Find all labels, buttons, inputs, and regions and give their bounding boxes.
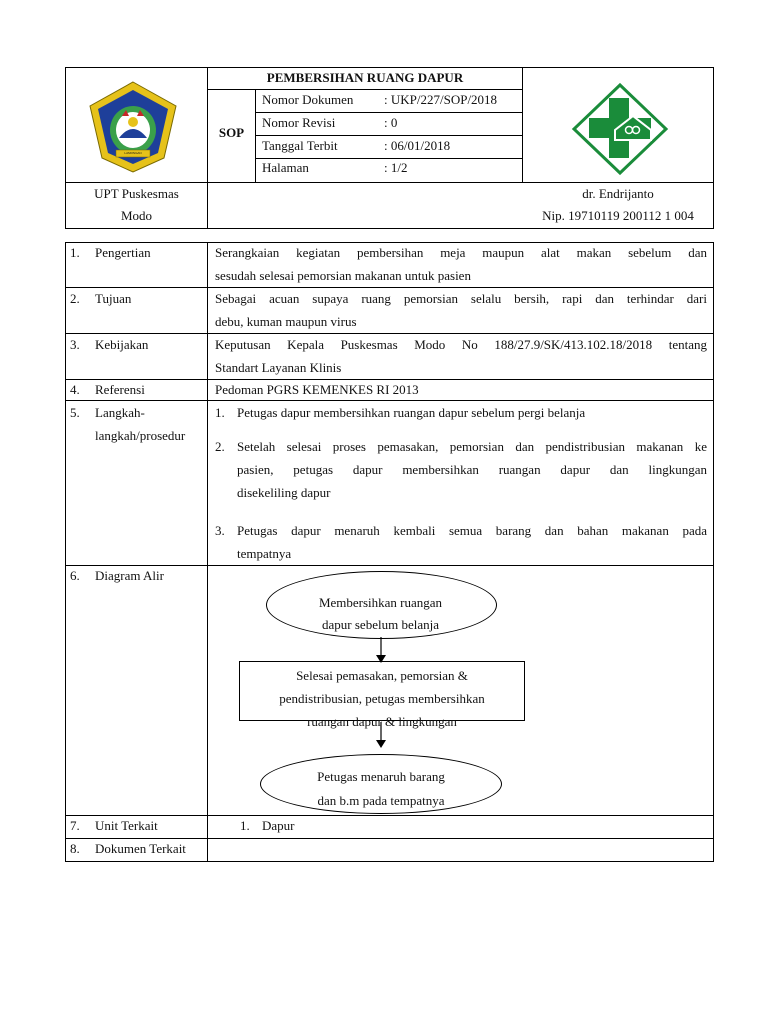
step-text-line: Setelah selesai proses pemasakan, pemorsian dan pendistribusian makanan ke [237, 439, 707, 454]
row-text-line: Pedoman PGRS KEMENKES RI 2013 [215, 382, 419, 397]
meta-label-doc-number: Nomor Dokumen [262, 92, 354, 107]
unit-item-text: Dapur [262, 818, 295, 833]
row-label-unit-terkait: Unit Terkait [95, 818, 158, 833]
meta-value-doc-number: : UKP/227/SOP/2018 [384, 92, 498, 107]
puskesmas-cross-icon [571, 82, 669, 176]
step-number: 3. [215, 523, 225, 538]
row-text-line: Keputusan Kepala Puskesmas Modo No 188/27.9/SK/413.102.18/2018 tentang [215, 337, 707, 352]
org-name-line1: UPT Puskesmas [94, 186, 179, 201]
row-text-line: debu, kuman maupun virus [215, 314, 357, 329]
meta-value-issue-date: : 06/01/2018 [384, 138, 451, 153]
sop-label: SOP [218, 125, 245, 140]
meta-value-page: : 1/2 [384, 160, 408, 175]
document-title: PEMBERSIHAN RUANG DAPUR [266, 70, 464, 85]
flow-arrow-2 [375, 722, 387, 748]
step-number: 1. [215, 405, 225, 420]
row-label-diagram: Diagram Alir [95, 568, 164, 583]
row-label-pengertian: Pengertian [95, 245, 151, 260]
unit-item-number: 1. [240, 818, 250, 833]
row-number: 5. [70, 405, 80, 420]
regency-crest-logo [88, 80, 178, 174]
step-text-line: pasien, petugas dapur membersihkan ruangan dapur dan lingkungan [237, 462, 707, 477]
step-text-line: tempatnya [237, 546, 292, 561]
row-text-line: Sebagai acuan supaya ruang pemorsian selalu bersih, rapi dan terhindar dari [215, 291, 707, 306]
meta-label-revision: Nomor Revisi [262, 115, 336, 130]
flow-step-1-line: Membersihkan ruangan [318, 595, 443, 610]
meta-label-issue-date: Tanggal Terbit [262, 138, 338, 153]
row-label-referensi: Referensi [95, 382, 145, 397]
row-label-langkah: Langkah- [95, 405, 145, 420]
step-text-line: Petugas dapur membersihkan ruangan dapur sebelum pergi belanja [237, 405, 586, 420]
flow-arrow-1 [375, 637, 387, 663]
crest-banner-text: LAMONGAN [124, 151, 142, 155]
row-text-line: Serangkaian kegiatan pembersihan meja maupun alat makan sebelum dan [215, 245, 707, 260]
flow-step-2-line: Selesai pemasakan, pemorsian & [296, 668, 468, 683]
step-number: 2. [215, 439, 225, 454]
meta-label-page: Halaman [262, 160, 309, 175]
flow-process-box [239, 661, 525, 729]
row-label-dokumen-terkait: Dokumen Terkait [95, 841, 186, 856]
flow-step-2-line: pendistribusian, petugas membersihkan [279, 691, 485, 706]
row-number: 4. [70, 382, 80, 397]
row-number: 7. [70, 818, 80, 833]
signer-name: dr. Endrijanto [582, 186, 654, 201]
flow-end-ellipse [260, 754, 502, 814]
row-number: 1. [70, 245, 80, 260]
row-text-line: Standart Layanan Klinis [215, 360, 342, 375]
shield-icon [88, 80, 178, 174]
flow-step-3-line: Petugas menaruh barang [317, 769, 445, 784]
row-number: 3. [70, 337, 80, 352]
row-label-tujuan: Tujuan [95, 291, 132, 306]
meta-value-revision: : 0 [384, 115, 398, 130]
row-label-langkah-2: langkah/prosedur [95, 428, 186, 443]
row-number: 6. [70, 568, 80, 583]
row-label-kebijakan: Kebijakan [95, 337, 149, 352]
flow-step-3-line: dan b.m pada tempatnya [317, 793, 445, 808]
step-text-line: disekeliling dapur [237, 485, 331, 500]
row-text-line: sesudah selesai pemorsian makanan untuk pasien [215, 268, 471, 283]
org-name-line2: Modo [120, 208, 153, 223]
puskesmas-logo [571, 82, 669, 176]
signer-nip: Nip. 19710119 200112 1 004 [542, 208, 694, 223]
step-text-line: Petugas dapur menaruh kembali semua barang dan bahan makanan pada [237, 523, 707, 538]
row-number: 8. [70, 841, 80, 856]
row-number: 2. [70, 291, 80, 306]
flow-step-1-line: dapur sebelum belanja [322, 617, 439, 632]
flow-step-2-line: ruangan dapur & lingkungan [307, 714, 457, 729]
